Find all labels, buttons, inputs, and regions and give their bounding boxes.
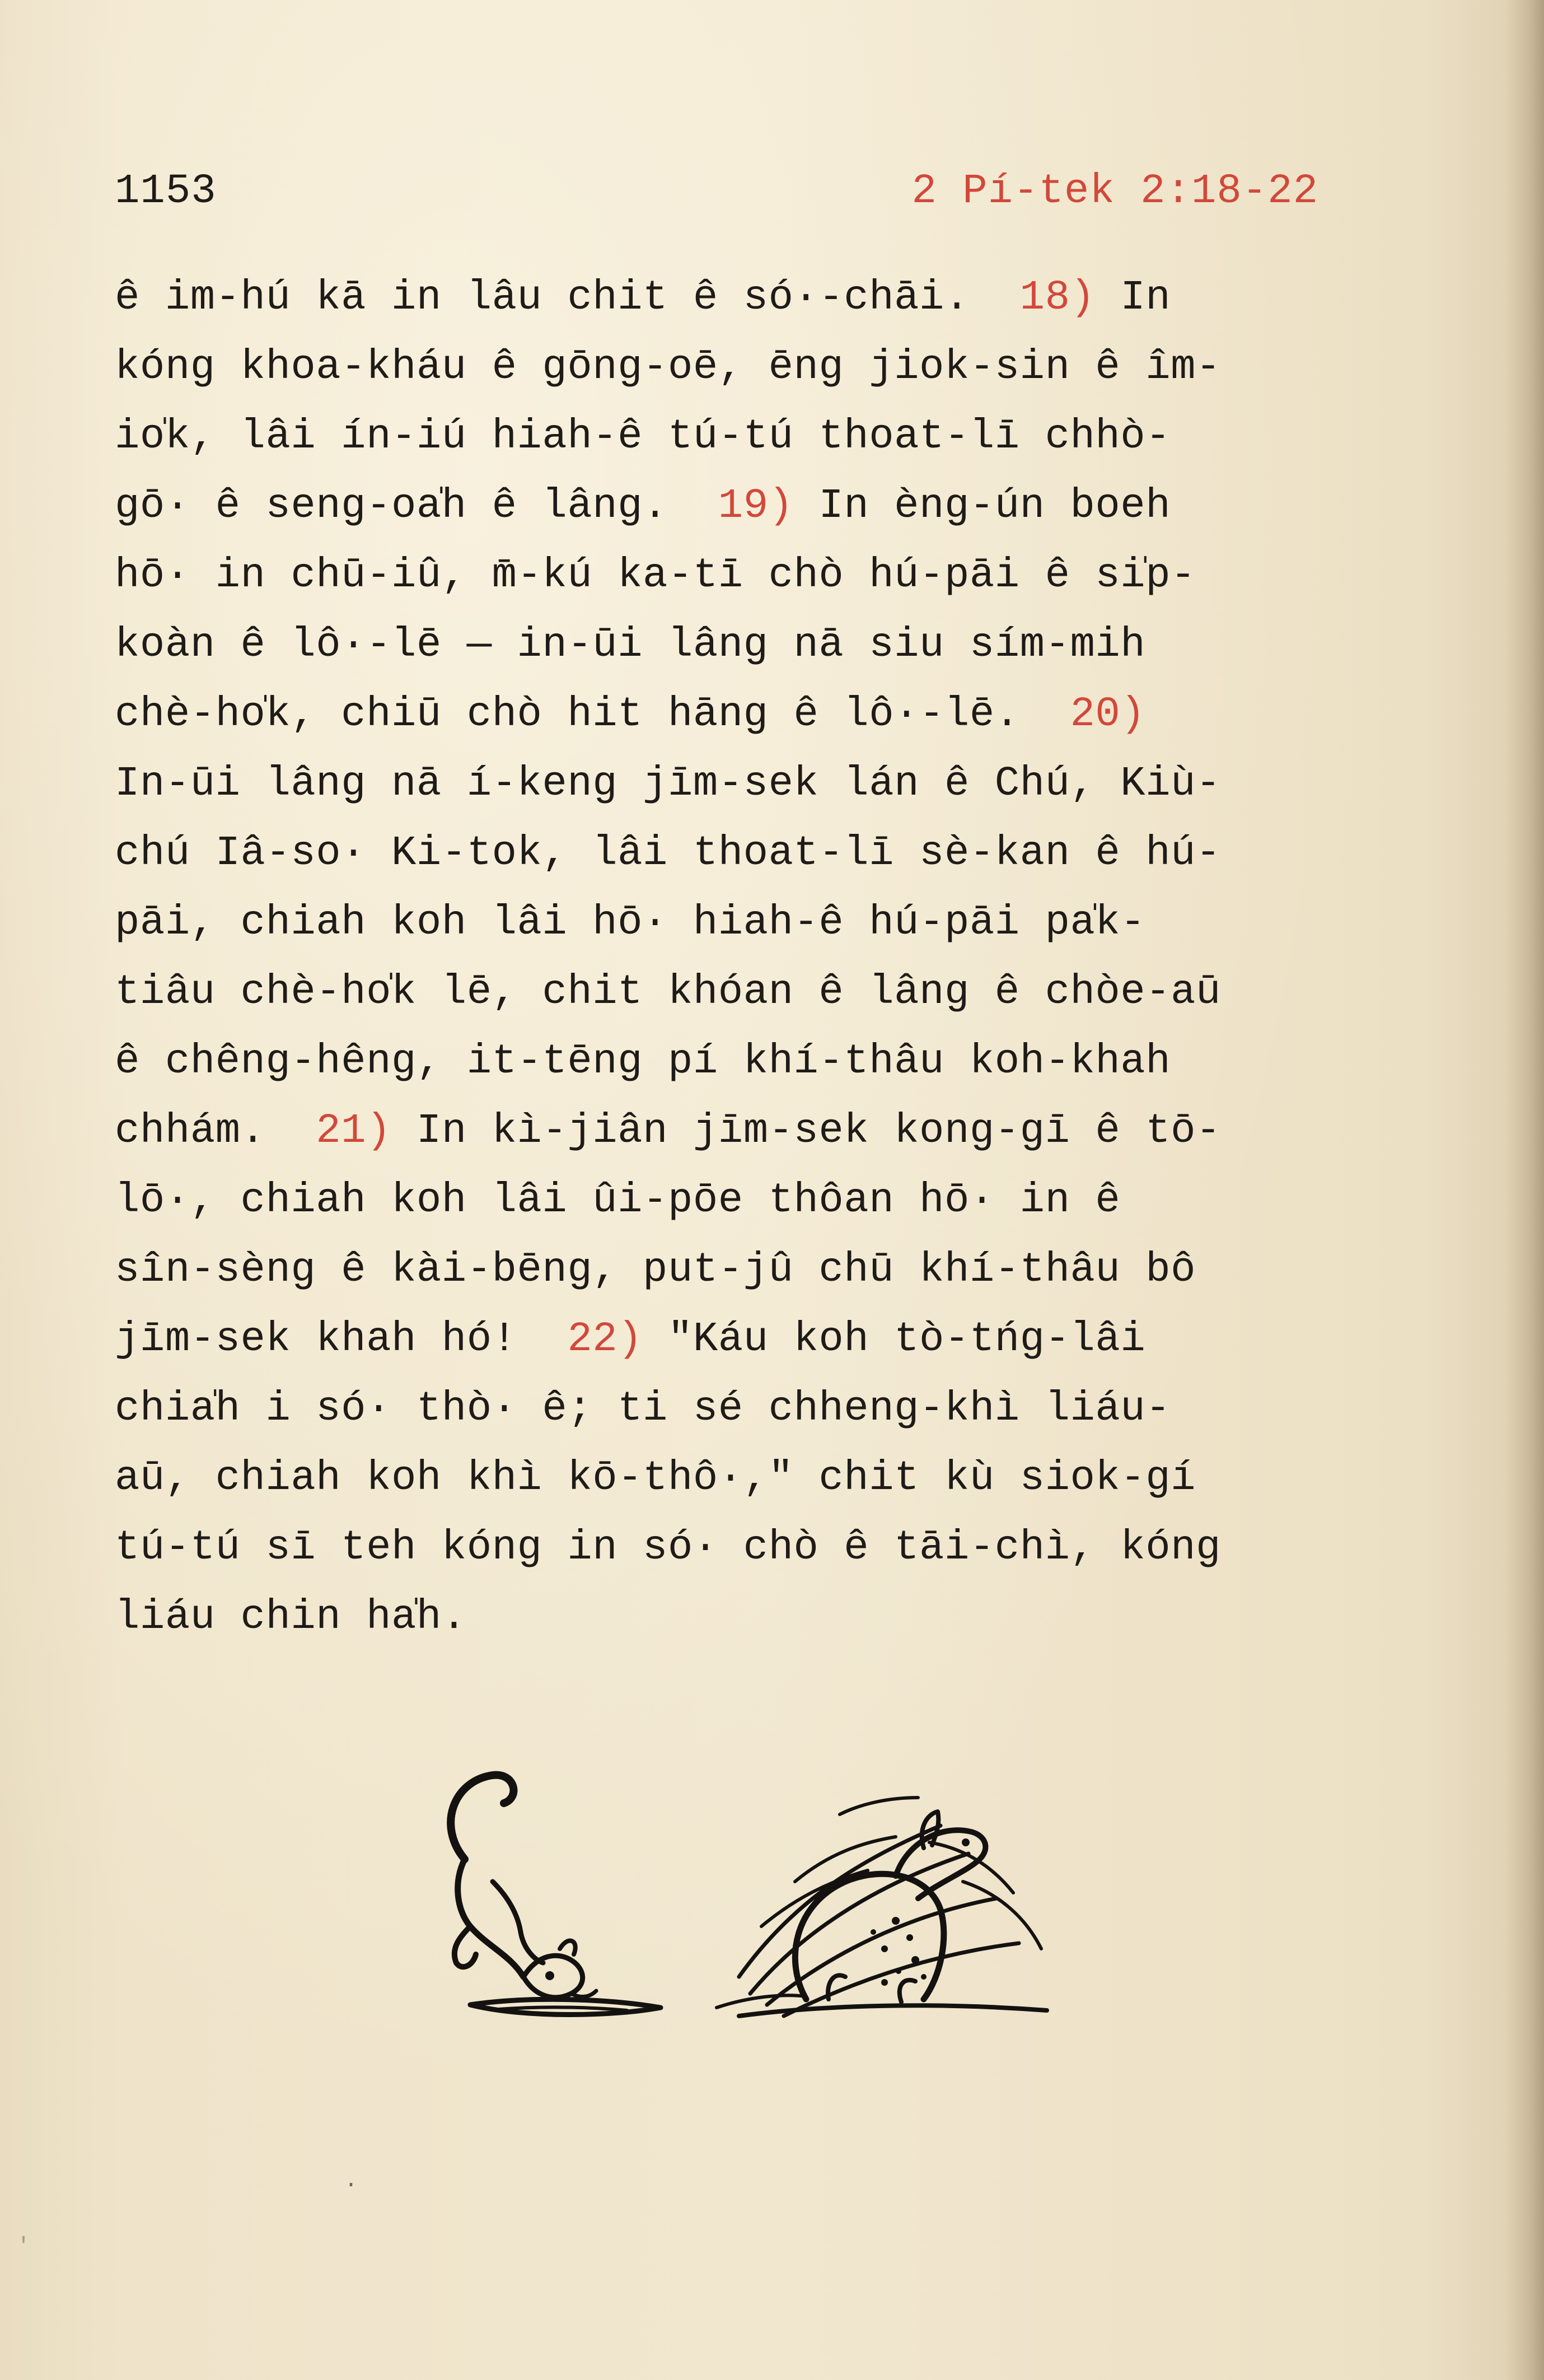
verse-text: In èng-ún boeh (793, 483, 1171, 530)
text-line (115, 402, 1369, 472)
verse-text: "Káu koh tò-tńg-lâi (643, 1316, 1146, 1363)
verse-text: chia̍h i só· thò· ê; ti sé chheng-khì liáu- (115, 1385, 1171, 1432)
verse-text: hō· in chū-iû, m̄-kú ka-tī chò hú-pāi ê si̍p- (115, 552, 1196, 599)
verse-number: 20) (1070, 691, 1146, 738)
text-line (115, 1374, 1369, 1444)
text-line (115, 610, 1369, 680)
page-header (115, 168, 1318, 230)
text-line (115, 1166, 1369, 1235)
verse-text: liáu chin ha̍h. (115, 1594, 467, 1641)
running-head: 2 Pí-tek 2:18-22 (911, 168, 1318, 215)
verse-number: 21) (316, 1108, 391, 1155)
text-line (115, 1027, 1369, 1096)
text-line (115, 1513, 1369, 1583)
verse-text: tú-tú sī teh kóng in só· chò ê tāi-chì, kóng (115, 1524, 1221, 1571)
verse-text: chú Iâ-so· Ki-tok, lâi thoat-lī sè-kan ê hú- (115, 830, 1221, 877)
verse-number: 19) (718, 483, 794, 530)
verse-text: chhám. (115, 1108, 316, 1155)
verse-text: sîn-sèng ê kài-bēng, put-jû chū khí-thâu bô (115, 1247, 1196, 1294)
verse-text: pāi, chiah koh lâi hō· hiah-ê hú-pāi pa̍k- (115, 899, 1146, 946)
text-line (115, 680, 1369, 749)
text-line (115, 749, 1369, 819)
text-line (115, 888, 1369, 958)
text-line (115, 819, 1369, 888)
verse-text: In (1095, 274, 1171, 321)
text-line (115, 541, 1369, 610)
verse-number: 18) (1019, 274, 1096, 321)
text-line (115, 1583, 1369, 1652)
text-line (115, 263, 1369, 333)
verse-text: In-ūi lâng nā í-keng jīm-sek lán ê Chú, Kiù- (115, 760, 1221, 808)
text-line (115, 472, 1369, 541)
verse-text: kóng khoa-kháu ê gōng-oē, ēng jiok-sin ê îm- (115, 344, 1221, 391)
verse-text: aū, chiah koh khì kō-thô·," chit kù siok-gí (115, 1455, 1196, 1502)
page-number: 1153 (115, 168, 217, 215)
text-line (115, 1444, 1369, 1513)
verse-text: ê im-hú kā in lâu chit ê só·-chāi. (115, 274, 1020, 321)
paper-fleck: ' (17, 2234, 31, 2260)
body-text (115, 263, 1369, 1652)
verse-text: io̍k, lâi ín-iú hiah-ê tú-tú thoat-lī chhò- (115, 413, 1171, 460)
text-line (115, 1305, 1369, 1374)
verse-text: chè-ho̍k, chiū chò hit hāng ê lô·-lē. (115, 691, 1070, 738)
verse-text: ê chêng-hêng, it-tēng pí khí-thâu koh-khah (115, 1038, 1171, 1085)
text-line (115, 1096, 1369, 1166)
paper-fleck: · (344, 2173, 358, 2198)
illustration-dog-and-pig (403, 1714, 1108, 2027)
text-line (115, 333, 1369, 402)
verse-text: tiâu chè-ho̍k lē, chit khóan ê lâng ê chòe-aū (115, 969, 1221, 1016)
text-line (115, 958, 1369, 1027)
verse-text: koàn ê lô·-lē — in-ūi lâng nā siu sím-mih (115, 622, 1146, 669)
verse-text: lō·, chiah koh lâi ûi-pōe thôan hō· in ê (115, 1177, 1121, 1224)
text-line (115, 1235, 1369, 1305)
page-edge-shadow (1505, 0, 1544, 2380)
verse-text: In kì-jiân jīm-sek kong-gī ê tō- (391, 1108, 1221, 1155)
verse-number: 22) (567, 1316, 643, 1363)
verse-text: gō· ê seng-oa̍h ê lâng. (115, 483, 718, 530)
verse-text: jīm-sek khah hó! (115, 1316, 568, 1363)
